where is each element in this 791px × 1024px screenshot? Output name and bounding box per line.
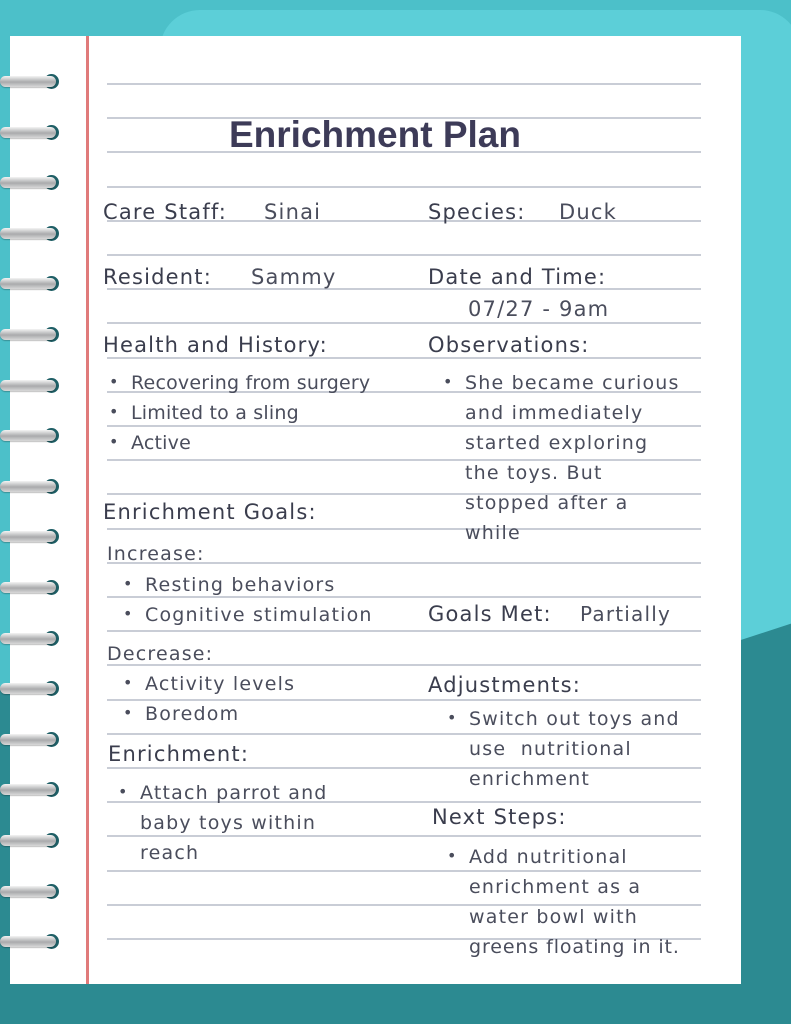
binding-wire (0, 734, 56, 745)
species-label: Species: (428, 200, 526, 224)
date-time-value: 07/27 - 9am (468, 297, 610, 321)
ruled-line (107, 425, 701, 427)
ruled-line (107, 596, 701, 598)
observations-line: and immediately (465, 402, 644, 424)
adjustments-line: use nutritional (469, 738, 632, 760)
decrease-item: • Activity levels (145, 673, 295, 695)
binding-wire (0, 835, 56, 846)
binding-wire (0, 177, 56, 188)
increase-label: Increase: (107, 543, 205, 565)
binding-ring (0, 628, 64, 650)
ruled-line (107, 357, 701, 359)
care-staff-label: Care Staff: (103, 200, 228, 224)
binding-wire (0, 531, 56, 542)
increase-item: • Resting behaviors (145, 574, 336, 596)
decrease-item: • Boredom (145, 703, 239, 725)
increase-item: • Cognitive stimulation (145, 604, 373, 626)
next-steps-label: Next Steps: (432, 805, 567, 829)
adjustments-line: • Switch out toys and (469, 708, 680, 730)
binding-ring (0, 71, 64, 93)
ruled-line (107, 83, 701, 85)
next-steps-line: water bowl with (469, 906, 639, 928)
binding-ring (0, 779, 64, 801)
binding-ring (0, 931, 64, 953)
resident-label: Resident: (103, 265, 213, 289)
binding-wire (0, 633, 56, 644)
binding-wire (0, 76, 56, 87)
goals-met-value: Partially (580, 602, 672, 626)
health-item: • Active (131, 432, 191, 454)
binding-wire (0, 127, 56, 138)
observations-line: stopped after a (465, 492, 629, 514)
ruled-line (107, 459, 701, 461)
adjustments-label: Adjustments: (428, 673, 581, 697)
next-steps-line: greens floating in it. (469, 936, 680, 958)
ruled-line (107, 528, 701, 530)
next-steps-line: • Add nutritional (469, 846, 628, 868)
next-steps-line: enrichment as a (469, 876, 642, 898)
observations-line: the toys. But (465, 462, 603, 484)
decrease-label: Decrease: (107, 643, 214, 665)
observations-label: Observations: (428, 333, 590, 357)
ruled-line (107, 699, 701, 701)
binding-ring (0, 122, 64, 144)
binding-ring (0, 223, 64, 245)
binding-ring (0, 324, 64, 346)
species-value: Duck (559, 200, 617, 224)
binding-wire (0, 784, 56, 795)
binding-ring (0, 881, 64, 903)
binding-wire (0, 278, 56, 289)
adjustments-line: enrichment (469, 768, 590, 790)
observations-line: started exploring (465, 432, 649, 454)
binding-ring (0, 172, 64, 194)
binding-ring (0, 678, 64, 700)
binding-ring (0, 830, 64, 852)
page-title: Enrichment Plan (229, 114, 521, 155)
binding-wire (0, 380, 56, 391)
enrichment-line: • Attach parrot and (140, 782, 328, 804)
ruled-line (107, 870, 701, 872)
enrichment-label: Enrichment: (108, 742, 250, 766)
ruled-line (107, 767, 701, 769)
margin-line (86, 36, 89, 984)
ruled-line (107, 733, 701, 735)
observations-line: while (465, 522, 521, 544)
binding-ring (0, 526, 64, 548)
ruled-line (107, 630, 701, 632)
binding-wire (0, 936, 56, 947)
ruled-line (107, 322, 701, 324)
health-item: • Limited to a sling (131, 402, 299, 424)
binding-ring (0, 375, 64, 397)
binding-wire (0, 481, 56, 492)
binding-ring (0, 476, 64, 498)
goals-met-label: Goals Met: (428, 602, 552, 626)
ruled-line (107, 186, 701, 188)
resident-value: Sammy (251, 265, 337, 289)
binding-ring (0, 729, 64, 751)
ruled-line (107, 254, 701, 256)
observations-line: • She became curious (465, 372, 680, 394)
date-time-label: Date and Time: (428, 265, 607, 289)
binding-wire (0, 430, 56, 441)
care-staff-value: Sinai (264, 200, 322, 224)
binding-wire (0, 329, 56, 340)
enrichment-line: baby toys within (140, 812, 317, 834)
binding-wire (0, 886, 56, 897)
binding-ring (0, 577, 64, 599)
binding-wire (0, 228, 56, 239)
enrichment-goals-label: Enrichment Goals: (103, 500, 317, 524)
enrichment-line: reach (140, 842, 200, 864)
binding-wire (0, 683, 56, 694)
health-item: • Recovering from surgery (131, 372, 370, 394)
ruled-line (107, 835, 701, 837)
binding-ring (0, 273, 64, 295)
binding-wire (0, 582, 56, 593)
health-history-label: Health and History: (103, 333, 328, 357)
binding-ring (0, 425, 64, 447)
